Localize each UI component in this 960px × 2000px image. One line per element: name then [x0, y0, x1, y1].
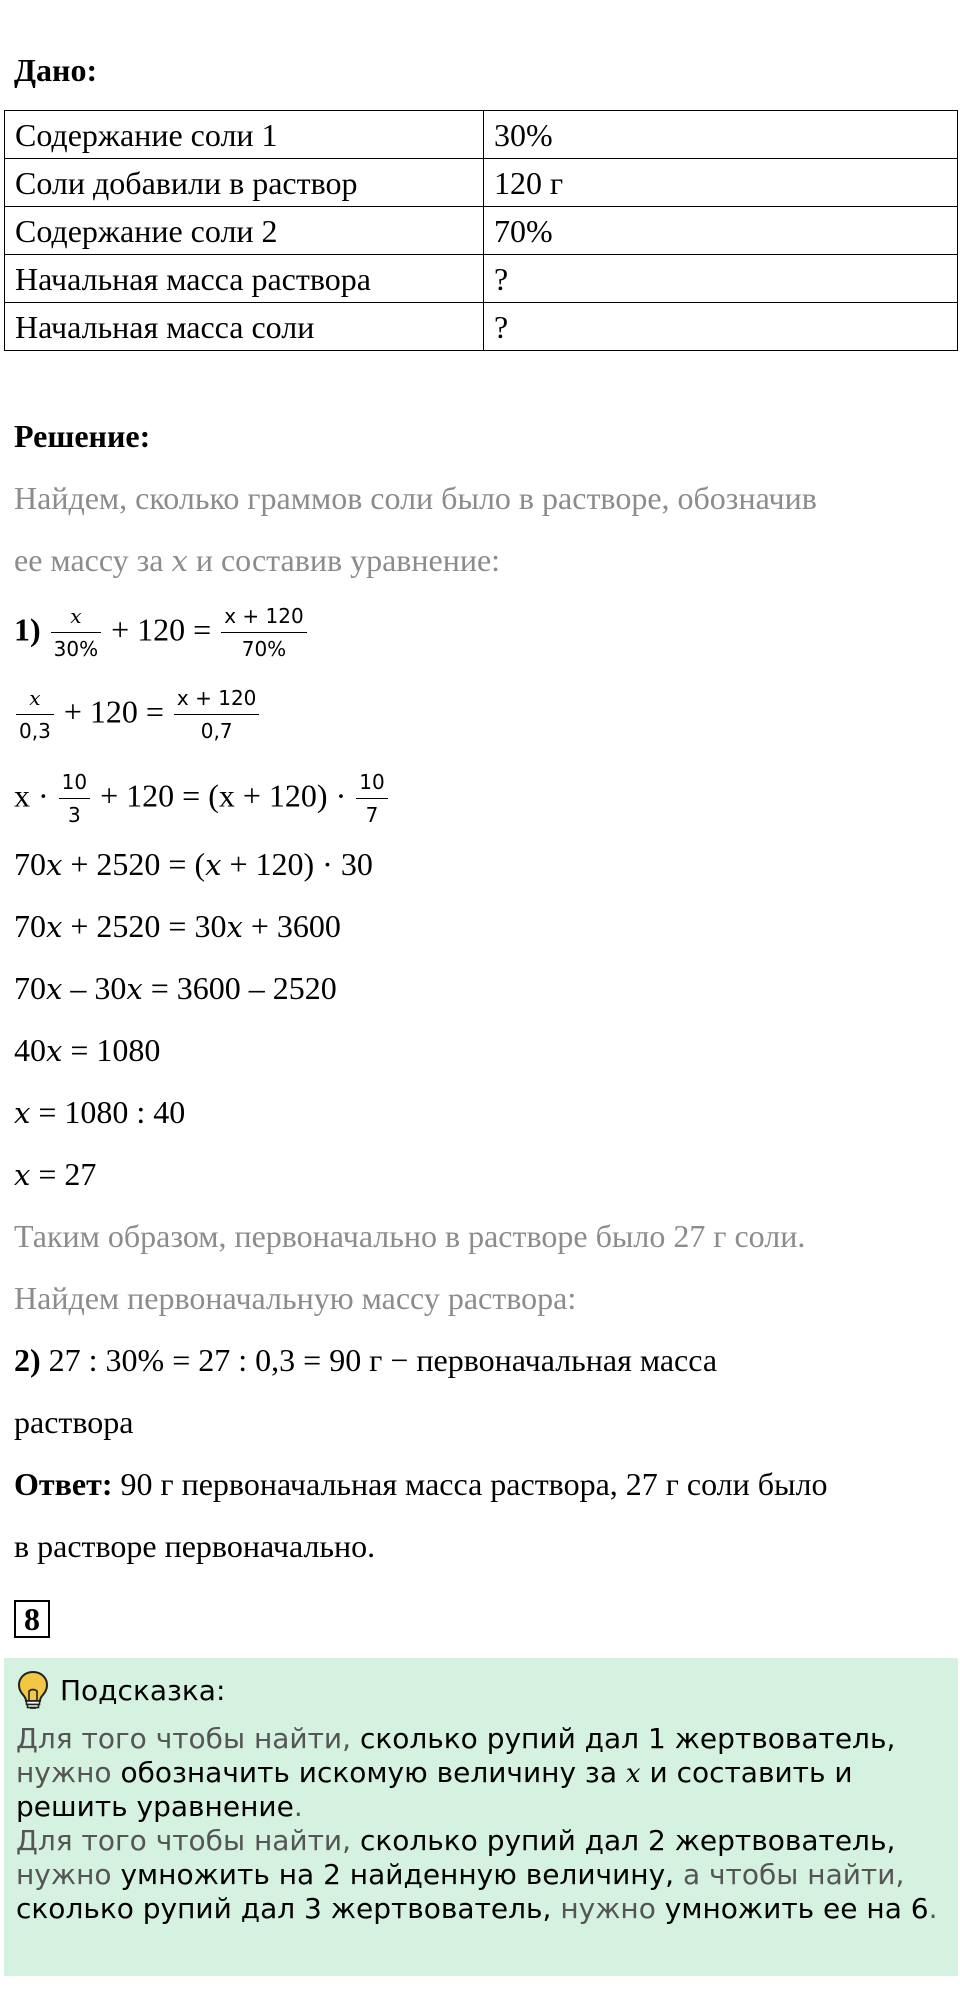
- table-cell-value: 120 г: [484, 159, 958, 207]
- table-cell-label: Начальная масса раствора: [5, 255, 484, 303]
- variable-x: x: [205, 848, 222, 882]
- fraction: $\frac{x}{30\%}$: [51, 604, 101, 662]
- step-2-line: 2) 27 : 30% = 27 : 0,3 = 90 г − первоначальная масса: [14, 1342, 718, 1378]
- hint-line-1: Для того чтобы найти, сколько рупий дал 1 жертвователь,: [16, 1722, 896, 1755]
- variable-x: x: [46, 848, 63, 882]
- table-cell-label: Начальная масса соли: [5, 303, 484, 351]
- variable-x: x: [14, 1158, 31, 1192]
- equation-3: x · $\frac{10}{3}$ + 120 = (x + 120) · $\frac{10}{7}$: [14, 770, 390, 828]
- variable-x: x: [46, 972, 63, 1006]
- equation-9: x = 27: [14, 1156, 97, 1192]
- variable-x: x: [171, 544, 188, 578]
- fraction: $\frac{10}{7}$: [356, 770, 387, 828]
- step-2-label: 2): [14, 1342, 41, 1378]
- table-row: [5, 159, 958, 207]
- conclusion-text: Таким образом, первоначально в растворе было 27 г соли.: [14, 1218, 806, 1254]
- equation-7: 40x = 1080: [14, 1032, 161, 1068]
- table-row: [5, 207, 958, 255]
- table-cell-value: ?: [484, 255, 958, 303]
- answer-line: Ответ: 90 г первоначальная масса раствора, 27 г соли было: [14, 1466, 828, 1502]
- hint-box: [4, 1658, 958, 1976]
- table-row: [5, 303, 958, 351]
- hint-title: Подсказка:: [60, 1673, 226, 1707]
- solution-intro-line-2: ее массу за x и составив уравнение:: [14, 542, 501, 578]
- task-number-badge: 8: [14, 1600, 50, 1638]
- hint-line-5: нужно умножить на 2 найденную величину, а чтобы найти,: [16, 1858, 905, 1891]
- step-1-label: 1): [14, 611, 41, 648]
- fraction: $\frac{x + 120}{70\%}$: [221, 604, 306, 662]
- solution-intro-line-1: Найдем, сколько граммов соли было в растворе, обозначив: [14, 480, 817, 516]
- table-cell-label: Содержание соли 2: [5, 207, 484, 255]
- table-cell-value: ?: [484, 303, 958, 351]
- equation-2: $\frac{x}{0,3}$ + 120 = $\frac{x + 120}{0,7}$: [14, 686, 261, 744]
- hint-line-3: решить уравнение.: [16, 1790, 303, 1823]
- fraction: $\frac{x}{0,3}$: [16, 686, 54, 744]
- given-heading: Дано:: [14, 52, 98, 88]
- table-row: [5, 255, 958, 303]
- solution-heading: Решение:: [14, 418, 151, 454]
- hint-line-4: Для того чтобы найти, сколько рупий дал 2 жертвователь,: [16, 1824, 896, 1857]
- variable-x: x: [226, 910, 243, 944]
- lightbulb-icon: [16, 1670, 50, 1710]
- fraction: $\frac{x + 120}{0,7}$: [174, 686, 259, 744]
- equation-5: 70x + 2520 = 30x + 3600: [14, 908, 341, 944]
- hint-title-row: [16, 1670, 225, 1710]
- hint-line-2: нужно обозначить искомую величину за x и составить и: [16, 1756, 853, 1789]
- table-cell-value: 70%: [484, 207, 958, 255]
- answer-continuation: в растворе первоначально.: [14, 1528, 376, 1564]
- table-cell-label: Содержание соли 1: [5, 111, 484, 159]
- step-2-continuation: раствора: [14, 1404, 134, 1440]
- answer-label: Ответ:: [14, 1466, 113, 1502]
- variable-x: x: [14, 1096, 31, 1130]
- equation-8: x = 1080 : 40: [14, 1094, 186, 1130]
- variable-x: x: [46, 1034, 63, 1068]
- fraction: $\frac{10}{3}$: [59, 770, 90, 828]
- table-row: [5, 111, 958, 159]
- equation-4: 70x + 2520 = (x + 120) · 30: [14, 846, 373, 882]
- given-table: [4, 110, 958, 351]
- table-cell-label: Соли добавили в раствор: [5, 159, 484, 207]
- hint-line-6: сколько рупий дал 3 жертвователь, нужно умножить ее на 6.: [16, 1892, 938, 1925]
- step-2-intro: Найдем первоначальную массу раствора:: [14, 1280, 577, 1316]
- variable-x: x: [126, 972, 143, 1006]
- table-cell-value: 30%: [484, 111, 958, 159]
- variable-x: x: [46, 910, 63, 944]
- equation-1: 1) $\frac{x}{30\%}$ + 120 = $\frac{x + 120}{70\%}$: [14, 604, 309, 662]
- equation-6: 70x – 30x = 3600 – 2520: [14, 970, 337, 1006]
